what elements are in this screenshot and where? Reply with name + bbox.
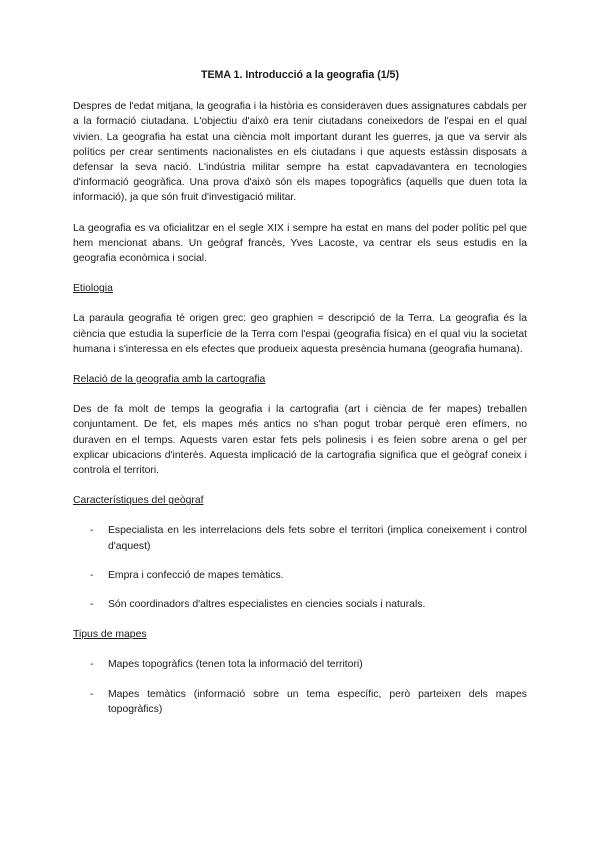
list-item-text: Mapes temàtics (informació sobre un tema específic, però parteixen dels mapes topogràfics) xyxy=(108,688,527,715)
intro-paragraph: Despres de l'edat mitjana, la geografia i la història es consideraven dues assignatures cabdals per a la formació ciutadana. L'objectiu d'això era tenir ciutadans coneixedors de l'espai en el qual vivien. La geografia ha estat una ciència molt important durant les guerres, ja que va servir als polítics per crear sentiments nacionalistes en els ciutadans i que aquests estàssin disposats a defensar la seva nació. L'indústria militar sempre ha estat capvadavantera en tecnologies d'informació geogràfica. Una prova d'això són els mapes topogràfics (aquells que duen tota la informació), ja que són fruit d'investigació militar. xyxy=(73,101,527,204)
list-item xyxy=(73,597,527,612)
dash-bullet-icon: - xyxy=(90,688,94,700)
page-title: TEMA 1. Introducció a la geografia (1/5) xyxy=(201,69,399,81)
dash-bullet-icon: - xyxy=(90,569,94,581)
official-paragraph: La geografia es va oficialitzar en el segle XIX i sempre ha estat en mans del poder polític pel que hem mencionat abans. Un geògraf francès, Yves Lacoste, va centrar els seus estudis en la geografia econòmica i social. xyxy=(73,222,527,265)
list-item xyxy=(73,657,527,672)
tipus-list xyxy=(73,657,527,717)
dash-bullet-icon: - xyxy=(90,525,94,537)
list-item-text: Mapes topogràfics (tenen tota la informació del territori) xyxy=(108,659,363,671)
list-item xyxy=(73,523,527,553)
document-page xyxy=(73,68,527,732)
list-item-text: Empra i confecció de mapes temàtics. xyxy=(108,569,284,581)
dash-bullet-icon: - xyxy=(90,659,94,671)
relacio-paragraph: Des de fa molt de temps la geografia i la cartografia (art i ciència de fer mapes) treballen conjuntament. De fet, els mapes més antics no s'han pogut trobar perquè eren efímers, no duraven en el temps. Aquests varen estar fets pels polinesis i es feien sobre arena o gel per explicar ubicacions d'interès. Aquesta implicació de la cartografia significa que el geògraf coneix i controla el territori. xyxy=(73,404,527,477)
caracteristiques-list xyxy=(73,523,527,612)
list-item-text: Són coordinadors d'altres especialistes en ciencies socials i naturals. xyxy=(108,599,426,611)
list-item-text: Especialista en les interrelacions dels fets sobre el territori (implica coneixement i control d'aquest) xyxy=(108,525,527,552)
section-heading-etiologia: Etiologia xyxy=(73,283,113,295)
section-heading-caracteristiques: Característiques del geògraf xyxy=(73,495,204,507)
dash-bullet-icon: - xyxy=(90,599,94,611)
section-heading-tipus: Tipus de mapes xyxy=(73,629,147,641)
section-heading-relacio: Relació de la geografia amb la cartografia xyxy=(73,374,266,386)
etiologia-paragraph: La paraula geografia té origen grec: geo graphien = descripció de la Terra. La geografia és la ciència que estudia la superfície de la Terra com l'espai (geografia física) en el qual viu la societat humana i s'interessa en els efectes que produeix aquesta presència humana (geografia humana). xyxy=(73,313,527,355)
list-item xyxy=(73,568,527,583)
list-item xyxy=(73,687,527,717)
